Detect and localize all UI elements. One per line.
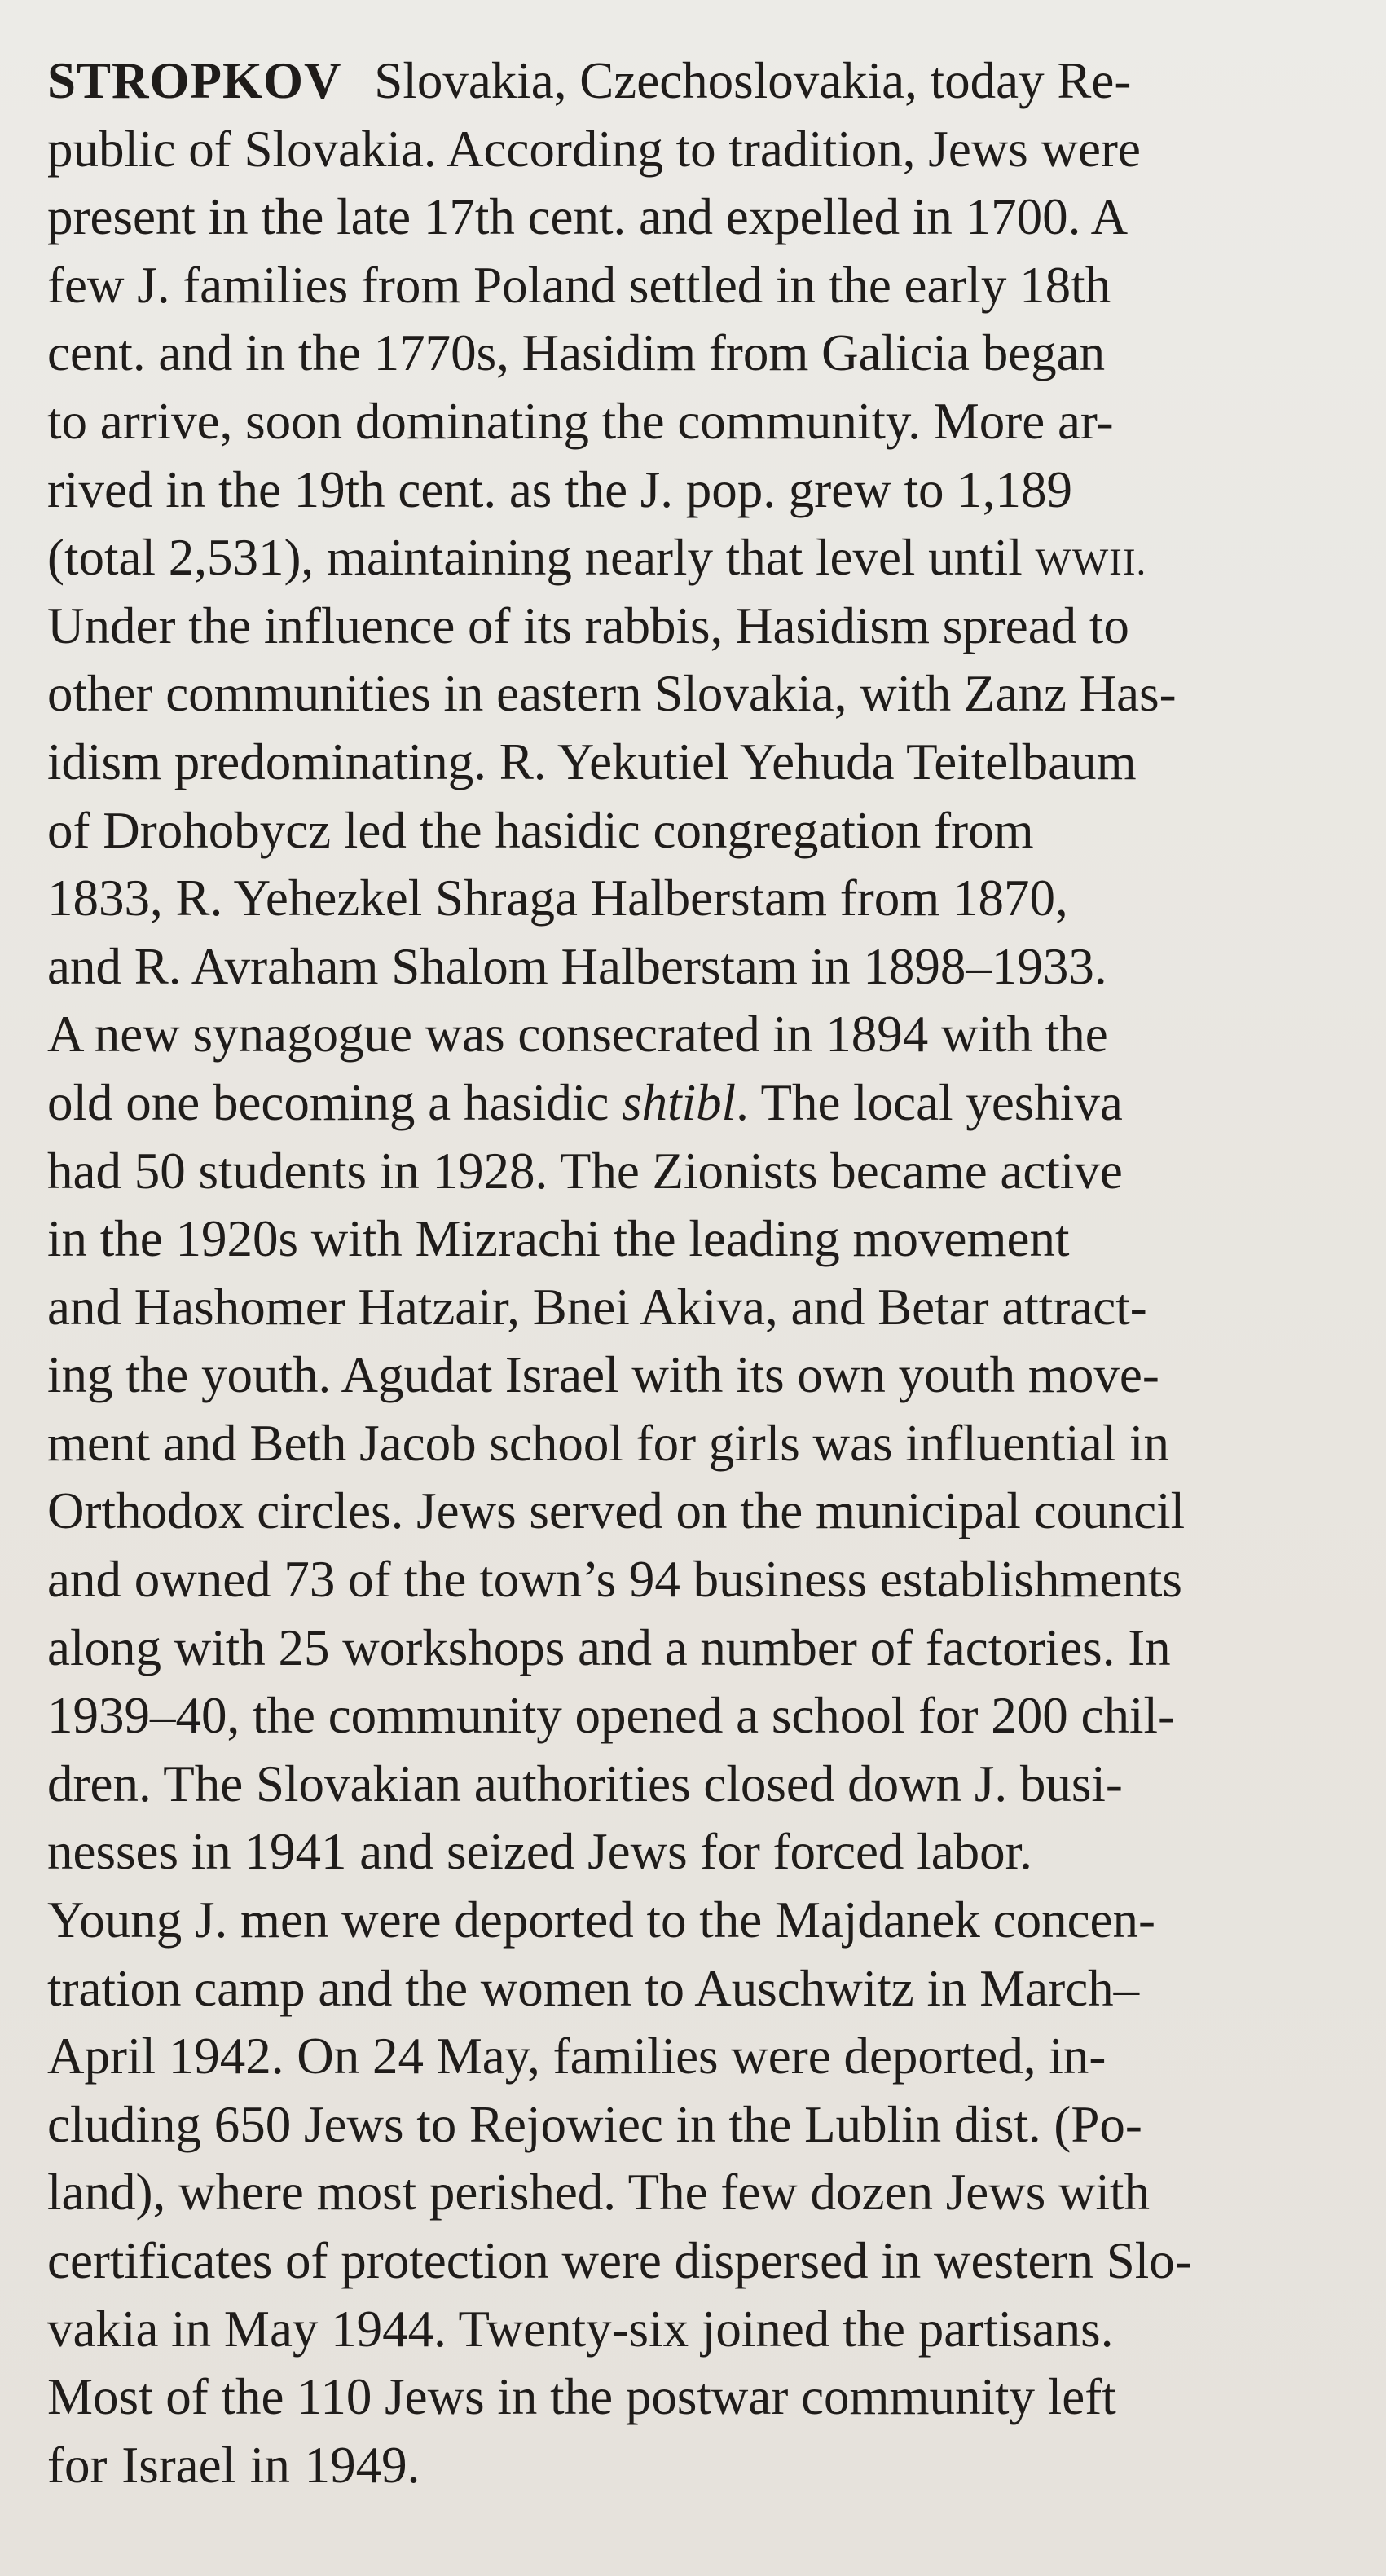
text-line-11 <box>47 729 1302 797</box>
text-line-34 <box>47 2296 1302 2364</box>
text-line-4-text: few J. families from Poland settled in the early 18th <box>47 256 1111 314</box>
text-line-13-text: 1833, R. Yehezkel Shraga Halberstam from 1870, <box>47 870 1068 927</box>
text-line-6 <box>47 388 1302 456</box>
text-line-35 <box>47 2363 1302 2432</box>
text-line-32-text: land), where most perished. The few dozen Jews with <box>47 2164 1150 2222</box>
encyclopedia-entry <box>47 47 1302 2499</box>
text-line-36 <box>47 2432 1302 2500</box>
text-line-16 <box>47 1069 1302 1138</box>
text-line-21 <box>47 1410 1302 1478</box>
text-line-1-body <box>374 47 1131 116</box>
text-line-36-text: for Israel in 1949. <box>47 2436 420 2494</box>
text-line-28-text: Young J. men were deported to the Majdanek concen- <box>47 1891 1155 1949</box>
text-line-19-text: and Hashomer Hatzair, Bnei Akiva, and Betar attract- <box>47 1278 1147 1336</box>
text-line-3-text: present in the late 17th cent. and expelled in 1700. A <box>47 188 1129 246</box>
text-line-7-text: rived in the 19th cent. as the J. pop. grew to 1,189 <box>47 460 1073 518</box>
text-line-12-text: of Drohobycz led the hasidic congregation from <box>47 801 1034 859</box>
text-line-28 <box>47 1887 1302 1955</box>
text-line-34-text: vakia in May 1944. Twenty-six joined the partisans. <box>47 2300 1114 2358</box>
text-line-13 <box>47 865 1302 933</box>
text-line-7 <box>47 456 1302 525</box>
text-line-16-end: . The local yeshiva <box>736 1073 1123 1131</box>
text-line-9-text: Under the influence of its rabbis, Hasidism spread to <box>47 597 1129 654</box>
text-line-26-text: dren. The Slovakian authorities closed down J. busi- <box>47 1755 1123 1812</box>
text-line-33-text: certificates of protection were dispersed in western Slo- <box>47 2232 1192 2289</box>
text-line-16-start: old one becoming a hasidic <box>47 1073 609 1131</box>
text-line-24-text: along with 25 workshops and a number of factories. In <box>47 1618 1171 1676</box>
text-line-18 <box>47 1205 1302 1274</box>
text-line-27-text: nesses in 1941 and seized Jews for forced labor. <box>47 1823 1032 1881</box>
text-line-14 <box>47 933 1302 1002</box>
text-line-16-text <box>47 1074 1123 1131</box>
text-line-2-text: public of Slovakia. According to tradition, Jews were <box>47 120 1141 178</box>
text-line-21-text: ment and Beth Jacob school for girls was influential in <box>47 1414 1169 1472</box>
shtibl-italic: shtibl <box>622 1073 737 1131</box>
text-line-8-text: (total 2,531), maintaining nearly that level until <box>47 529 1023 587</box>
text-line-10-text: other communities in eastern Slovakia, with Zanz Has- <box>47 665 1177 723</box>
text-line-22 <box>47 1477 1302 1546</box>
text-line-33 <box>47 2227 1302 2296</box>
text-line-5 <box>47 319 1302 388</box>
text-line-20-text: ing the youth. Agudat Israel with its own youth move- <box>47 1346 1159 1404</box>
text-line-9 <box>47 592 1302 661</box>
text-line-25 <box>47 1682 1302 1750</box>
text-line-26 <box>47 1750 1302 1819</box>
text-line-31-text: cluding 650 Jews to Rejowiec in the Lublin dist. (Po- <box>47 2095 1142 2153</box>
text-line-20 <box>47 1341 1302 1410</box>
text-line-10 <box>47 660 1302 729</box>
text-line-11-text: idism predominating. R. Yekutiel Yehuda Teitelbaum <box>47 733 1137 790</box>
text-line-18-text: in the 1920s with Mizrachi the leading movement <box>47 1210 1070 1268</box>
text-line-29-text: tration camp and the women to Auschwitz in March– <box>47 1959 1140 2017</box>
text-line-14-text: and R. Avraham Shalom Halberstam in 1898–1933. <box>47 937 1107 995</box>
text-line-31 <box>47 2091 1302 2160</box>
text-line-15-text: A new synagogue was consecrated in 1894 with the <box>47 1006 1108 1063</box>
text-line-23 <box>47 1546 1302 1614</box>
text-line-27 <box>47 1818 1302 1887</box>
text-line-3 <box>47 183 1302 252</box>
text-line-5-text: cent. and in the 1770s, Hasidim from Galicia began <box>47 324 1106 382</box>
text-line-1-text: Slovakia, Czechoslovakia, today Re- <box>374 52 1132 109</box>
text-line-25-text: 1939–40, the community opened a school for 200 chil- <box>47 1687 1175 1745</box>
text-line-4 <box>47 252 1302 320</box>
text-line-12 <box>47 797 1302 865</box>
text-line-15 <box>47 1001 1302 1069</box>
text-line-23-text: and owned 73 of the town’s 94 business establishments <box>47 1551 1182 1609</box>
text-line-30-text: April 1942. On 24 May, families were deported, in- <box>47 2028 1107 2085</box>
text-line-35-text: Most of the 110 Jews in the postwar community left <box>47 2368 1116 2426</box>
text-line-19 <box>47 1274 1302 1342</box>
text-line-29 <box>47 1955 1302 2023</box>
entry-headword: STROPKOV <box>47 52 342 109</box>
text-line-1 <box>47 47 1302 116</box>
text-line-30 <box>47 2023 1302 2091</box>
text-line-17-text: had 50 students in 1928. The Zionists became active <box>47 1142 1123 1200</box>
text-line-2 <box>47 116 1302 184</box>
text-line-22-text: Orthodox circles. Jews served on the municipal council <box>47 1482 1186 1540</box>
wwii-smallcaps: WWII. <box>1035 541 1147 584</box>
text-line-6-text: to arrive, soon dominating the community. More ar- <box>47 392 1114 450</box>
text-line-24 <box>47 1614 1302 1683</box>
text-line-32 <box>47 2159 1302 2227</box>
text-line-17 <box>47 1138 1302 1206</box>
text-line-8 <box>47 524 1302 592</box>
